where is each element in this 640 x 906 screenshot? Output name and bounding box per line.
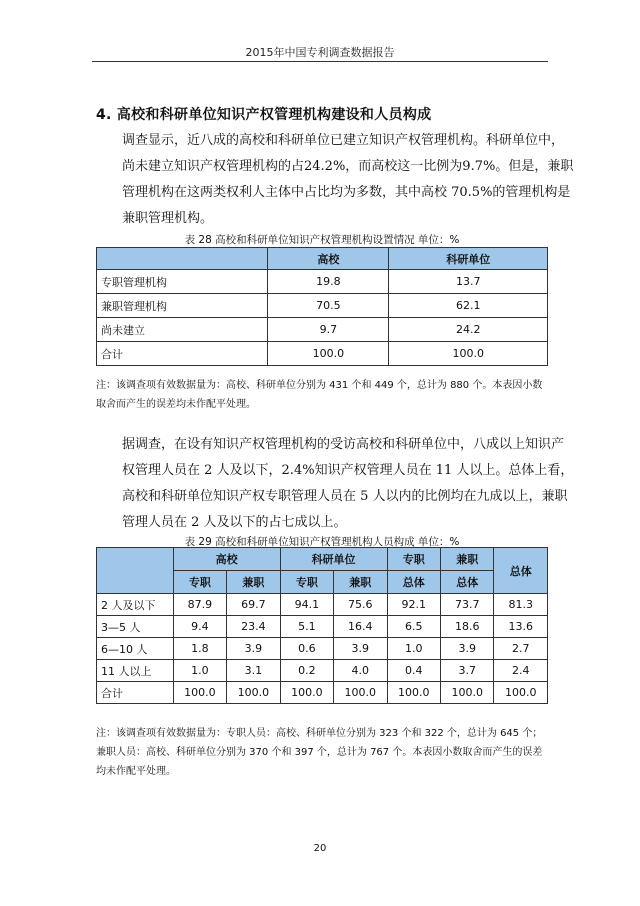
- table-row: [97, 318, 548, 342]
- table-header-row: [97, 548, 548, 571]
- cell: 92.1: [387, 594, 440, 616]
- table-row: [97, 342, 548, 366]
- row-label: 专职管理机构: [97, 270, 268, 294]
- cell: 18.6: [441, 616, 494, 638]
- cell: 100.0: [227, 682, 280, 704]
- cell: 13.6: [494, 616, 548, 638]
- cell: 100.0: [173, 682, 226, 704]
- header-rule: [92, 61, 548, 62]
- header-empty: [97, 548, 174, 594]
- table-29: [96, 547, 548, 704]
- subheader-zhuanzhi-total: 总体: [387, 571, 440, 594]
- row-label: 合计: [97, 342, 268, 366]
- cell: 1.0: [387, 638, 440, 660]
- table-header-row: [97, 248, 548, 270]
- page-number: 20: [313, 843, 327, 854]
- row-label: 6—10 人: [97, 638, 174, 660]
- table-28: [96, 247, 548, 366]
- cell: 5.1: [280, 616, 333, 638]
- section-title: 4. 高校和科研单位知识产权管理机构建设和人员构成: [96, 107, 432, 123]
- row-label: 尚未建立: [97, 318, 268, 342]
- cell: 81.3: [494, 594, 548, 616]
- table-row: [97, 638, 548, 660]
- cell: 9.7: [268, 318, 389, 342]
- header-keyan: 科研单位: [389, 248, 548, 270]
- cell: 69.7: [227, 594, 280, 616]
- header-empty: [97, 248, 268, 270]
- cell: 13.7: [389, 270, 548, 294]
- cell: 2.4: [494, 660, 548, 682]
- cell: 100.0: [494, 682, 548, 704]
- cell: 6.5: [387, 616, 440, 638]
- paragraph-2: 据调查，在设有知识产权管理机构的受访高校和科研单位中，八成以上知识产权管理人员在 2 人及以下，2.4%知识产权管理人员在 11 人以上。总体上看，高校和科研单位知识产权专职管理人员在 5 人以内的比例均在九成以上，兼职管理人员在 2 人及以下的占七成以上。: [122, 437, 574, 530]
- subheader-zhuanzhi: 专职: [173, 571, 226, 594]
- cell: 100.0: [268, 342, 389, 366]
- subheader-jianzhi: 兼职: [334, 571, 387, 594]
- cell: 100.0: [387, 682, 440, 704]
- table-row: [97, 660, 548, 682]
- row-label: 合计: [97, 682, 174, 704]
- cell: 1.0: [173, 660, 226, 682]
- cell: 16.4: [334, 616, 387, 638]
- cell: 3.9: [334, 638, 387, 660]
- cell: 100.0: [441, 682, 494, 704]
- table-row: [97, 682, 548, 704]
- paragraph-1: 调查显示，近八成的高校和科研单位已建立知识产权管理机构。科研单位中，尚未建立知识产权管理机构的占24.2%，而高校这一比例为9.7%。但是，兼职管理机构在这两类权利人主体中占比均为多数，其中高校 70.5%的管理机构是兼职管理机构。: [122, 133, 574, 226]
- cell: 100.0: [389, 342, 548, 366]
- cell: 3.1: [227, 660, 280, 682]
- table-28-caption: 表 28 高校和科研单位知识产权管理机构设置情况 单位：%: [184, 234, 460, 246]
- table-row: [97, 616, 548, 638]
- header-zhuanzhi: 专职: [387, 548, 440, 571]
- row-label: 3—5 人: [97, 616, 174, 638]
- subheader-jianzhi: 兼职: [227, 571, 280, 594]
- table-row: [97, 270, 548, 294]
- cell: 100.0: [280, 682, 333, 704]
- cell: 9.4: [173, 616, 226, 638]
- header-gaoxiao: 高校: [268, 248, 389, 270]
- cell: 19.8: [268, 270, 389, 294]
- cell: 87.9: [173, 594, 226, 616]
- page-header: 2015年中国专利调查数据报告: [245, 46, 395, 59]
- table-28-note: 注：该调查项有效数据量为：高校、科研单位分别为 431 个和 449 个，总计为 880 个。本表因小数取舍而产生的误差均未作配平处理。: [96, 380, 543, 410]
- subheader-zhuanzhi: 专职: [280, 571, 333, 594]
- cell: 4.0: [334, 660, 387, 682]
- cell: 100.0: [334, 682, 387, 704]
- cell: 3.9: [441, 638, 494, 660]
- cell: 62.1: [389, 294, 548, 318]
- cell: 0.4: [387, 660, 440, 682]
- header-keyan: 科研单位: [280, 548, 387, 571]
- cell: 3.7: [441, 660, 494, 682]
- header-total: 总体: [494, 548, 548, 594]
- cell: 73.7: [441, 594, 494, 616]
- table-row: [97, 294, 548, 318]
- table-29-caption: 表 29 高校和科研单位知识产权管理机构人员构成 单位：%: [184, 536, 460, 548]
- cell: 0.6: [280, 638, 333, 660]
- row-label: 兼职管理机构: [97, 294, 268, 318]
- subheader-jianzhi-total: 总体: [441, 571, 494, 594]
- cell: 2.7: [494, 638, 548, 660]
- cell: 75.6: [334, 594, 387, 616]
- header-gaoxiao: 高校: [173, 548, 280, 571]
- header-jianzhi: 兼职: [441, 548, 494, 571]
- cell: 3.9: [227, 638, 280, 660]
- cell: 0.2: [280, 660, 333, 682]
- cell: 70.5: [268, 294, 389, 318]
- row-label: 11 人以上: [97, 660, 174, 682]
- cell: 24.2: [389, 318, 548, 342]
- cell: 1.8: [173, 638, 226, 660]
- cell: 23.4: [227, 616, 280, 638]
- table-row: [97, 594, 548, 616]
- cell: 94.1: [280, 594, 333, 616]
- row-label: 2 人及以下: [97, 594, 174, 616]
- table-29-note: 注：该调查项有效数据量为：专职人员：高校、科研单位分别为 323 个和 322 个，总计为 645 个；兼职人员：高校、科研单位分别为 370 个和 397 个，总计为 767 个。本表因小数取舍而产生的误差均未作配平处理。: [96, 728, 543, 777]
